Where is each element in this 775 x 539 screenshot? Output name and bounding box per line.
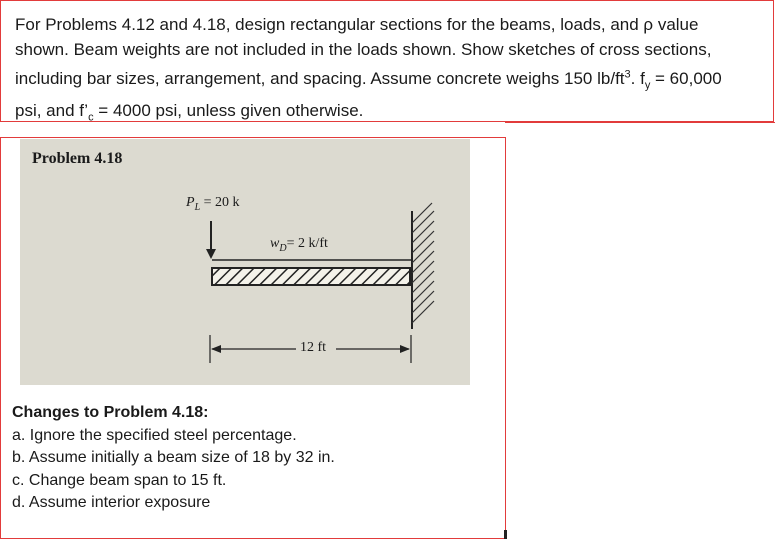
cursor-mark [504,530,507,539]
statement-line-1: For Problems 4.12 and 4.18, design rectangular sections for the beams, loads, and ρ value [15,15,699,34]
dim-arrow-left [211,345,221,353]
statement-line-4: psi, and $f’_c = 4000$ psi, unless given otherwise. [15,101,364,124]
beam-figure [20,139,470,385]
beam [212,268,410,285]
change-item-a: a. Ignore the specified steel percentage. [12,426,297,444]
change-item-c: c. Change beam span to 15 ft. [12,471,227,489]
change-item-b: b. Assume initially a beam size of 18 by 32 in. [12,449,335,466]
beam-diagram [20,139,470,385]
wall-hatching [412,203,434,323]
statement-line-2: shown. Beam weights are not included in the loads shown. Show sketches of cross sections, [15,40,712,59]
problem-statement [15,12,767,130]
change-item-d: d. Assume interior exposure [12,494,211,511]
point-load-label: $P_L = 20$ k [186,195,240,213]
statement-line-3: including bar sizes, arrangement, and spacing. Assume concrete weighs 150 $lb/ft^3$. $f_y = 60,000$ [15,68,722,92]
figure-title: Problem 4.18 [32,150,123,167]
distributed-load-label: $w_D= 2$ k/ft [270,236,328,254]
changes-list [12,402,335,515]
dim-arrow-right [400,345,410,353]
problem-statement-box [0,0,774,122]
divider-line [505,122,775,123]
changes-heading: Changes to Problem 4.18: [12,404,209,421]
span-label: 12 ft [300,340,327,355]
point-load-arrowhead [206,249,216,259]
